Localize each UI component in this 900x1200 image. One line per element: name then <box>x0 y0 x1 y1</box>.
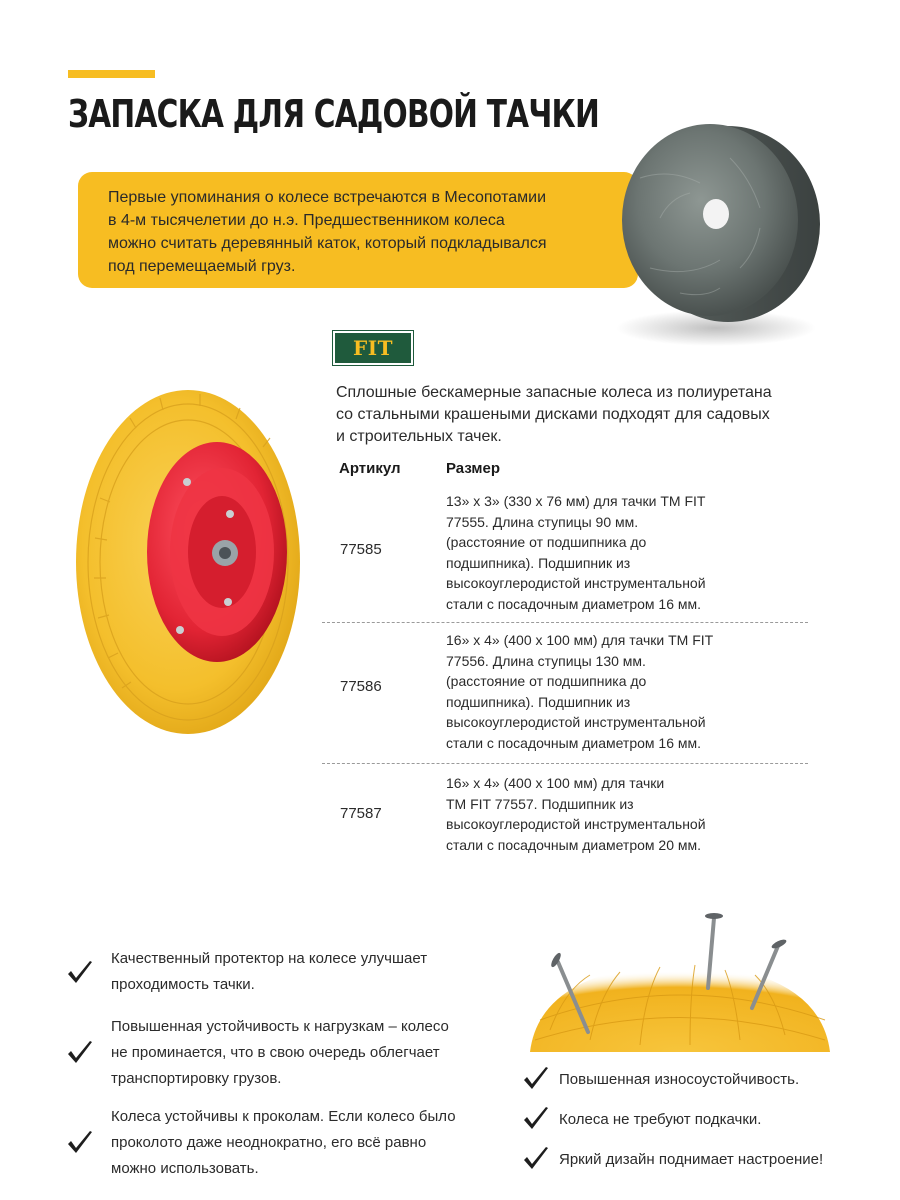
checkmark-icon <box>522 1066 550 1092</box>
page-title: ЗАПАСКА ДЛЯ САДОВОЙ ТАЧКИ <box>68 92 599 136</box>
size-line: 16» х 4» (400 х 100 мм) для тачки <box>446 775 665 791</box>
fit-brand-logo <box>333 331 413 365</box>
sku-cell: 77585 <box>340 541 382 558</box>
row-divider <box>322 622 808 623</box>
benefit-line: проходимость тачки. <box>111 976 255 993</box>
benefit-item <box>522 1106 862 1134</box>
checkmark-icon <box>66 960 94 986</box>
benefit-line: Качественный протектор на колесе улучшает <box>111 950 428 967</box>
brand-logo-text: FIT <box>353 336 393 360</box>
size-line: высокоуглеродистой инструментальной <box>446 816 706 832</box>
benefit-line: проколото даже неоднократно, его всё равно <box>111 1134 427 1151</box>
size-line: высокоуглеродистой инструментальной <box>446 575 706 591</box>
checkmark-icon <box>522 1146 550 1172</box>
benefit-item <box>66 1104 496 1184</box>
size-line: стали с посадочным диаметром 16 мм. <box>446 595 702 612</box>
intro-line: в 4-м тысячелетии до н.э. Предшественником колеса <box>108 212 505 229</box>
title-accent-bar <box>68 70 155 78</box>
benefit-line: не проминается, что в свою очередь облегчает <box>111 1044 440 1061</box>
size-line: (расстояние от подшипника до <box>446 673 647 689</box>
size-line: стали с посадочным диаметром 20 мм. <box>446 836 702 853</box>
benefit-item <box>522 1066 862 1094</box>
benefit-line: Повышенная износоустойчивость. <box>559 1071 800 1088</box>
row-divider <box>322 763 808 764</box>
size-line: 13» х 3» (330 х 76 мм) для тачки ТМ FIT <box>446 493 706 509</box>
benefit-line: Повышенная устойчивость к нагрузкам – колесо <box>111 1018 449 1035</box>
sku-cell: 77587 <box>340 805 382 822</box>
description-line: и строительных тачек. <box>336 428 502 445</box>
table-row <box>322 773 808 857</box>
stone-wheel-image <box>600 118 822 358</box>
benefit-line: Яркий дизайн поднимает настроение! <box>559 1151 824 1168</box>
checkmark-icon <box>522 1106 550 1132</box>
table-row <box>322 630 808 756</box>
description-line: со стальными крашеными дисками подходят для садовых <box>336 406 770 423</box>
checkmark-icon <box>66 1040 94 1066</box>
size-line: высокоуглеродистой инструментальной <box>446 714 706 730</box>
benefit-item <box>66 946 486 1002</box>
checkmark-icon <box>66 1130 94 1156</box>
sku-cell: 77586 <box>340 678 382 695</box>
size-cell <box>446 630 776 753</box>
size-line: ТМ FIT 77557. Подшипник из <box>446 795 634 812</box>
description-line: Сплошные бескамерные запасные колеса из полиуретана <box>336 384 772 401</box>
wheel-product-image <box>70 378 320 748</box>
intro-line: можно считать деревянный каток, который подкладывался <box>108 235 547 252</box>
column-header-size: Размер <box>446 460 501 477</box>
column-header-article: Артикул <box>339 460 401 477</box>
benefit-line: Колеса устойчивы к проколам. Если колесо было <box>111 1108 456 1125</box>
size-line: стали с посадочным диаметром 16 мм. <box>446 734 702 751</box>
benefit-item <box>522 1146 872 1174</box>
intro-line: под перемещаемый груз. <box>108 258 296 275</box>
table-row <box>322 491 808 617</box>
size-cell <box>446 773 776 855</box>
intro-callout <box>78 172 638 288</box>
size-line: подшипника). Подшипник из <box>446 693 631 710</box>
size-line: подшипника). Подшипник из <box>446 554 631 571</box>
size-line: 77556. Длина ступицы 130 мм. <box>446 652 646 669</box>
benefit-line: Колеса не требуют подкачки. <box>559 1111 762 1128</box>
size-line: 16» х 4» (400 х 100 мм) для тачки ТМ FIT <box>446 632 714 648</box>
punctured-tire-image <box>530 910 830 1052</box>
size-line: 77555. Длина ступицы 90 мм. <box>446 513 639 530</box>
size-line: (расстояние от подшипника до <box>446 534 647 550</box>
benefit-line: транспортировку грузов. <box>111 1070 282 1087</box>
benefit-item <box>66 1014 496 1094</box>
product-description <box>336 382 806 448</box>
benefit-line: можно использовать. <box>111 1160 259 1177</box>
intro-line: Первые упоминания о колесе встречаются в Месопотамии <box>108 189 547 206</box>
size-cell <box>446 491 776 614</box>
